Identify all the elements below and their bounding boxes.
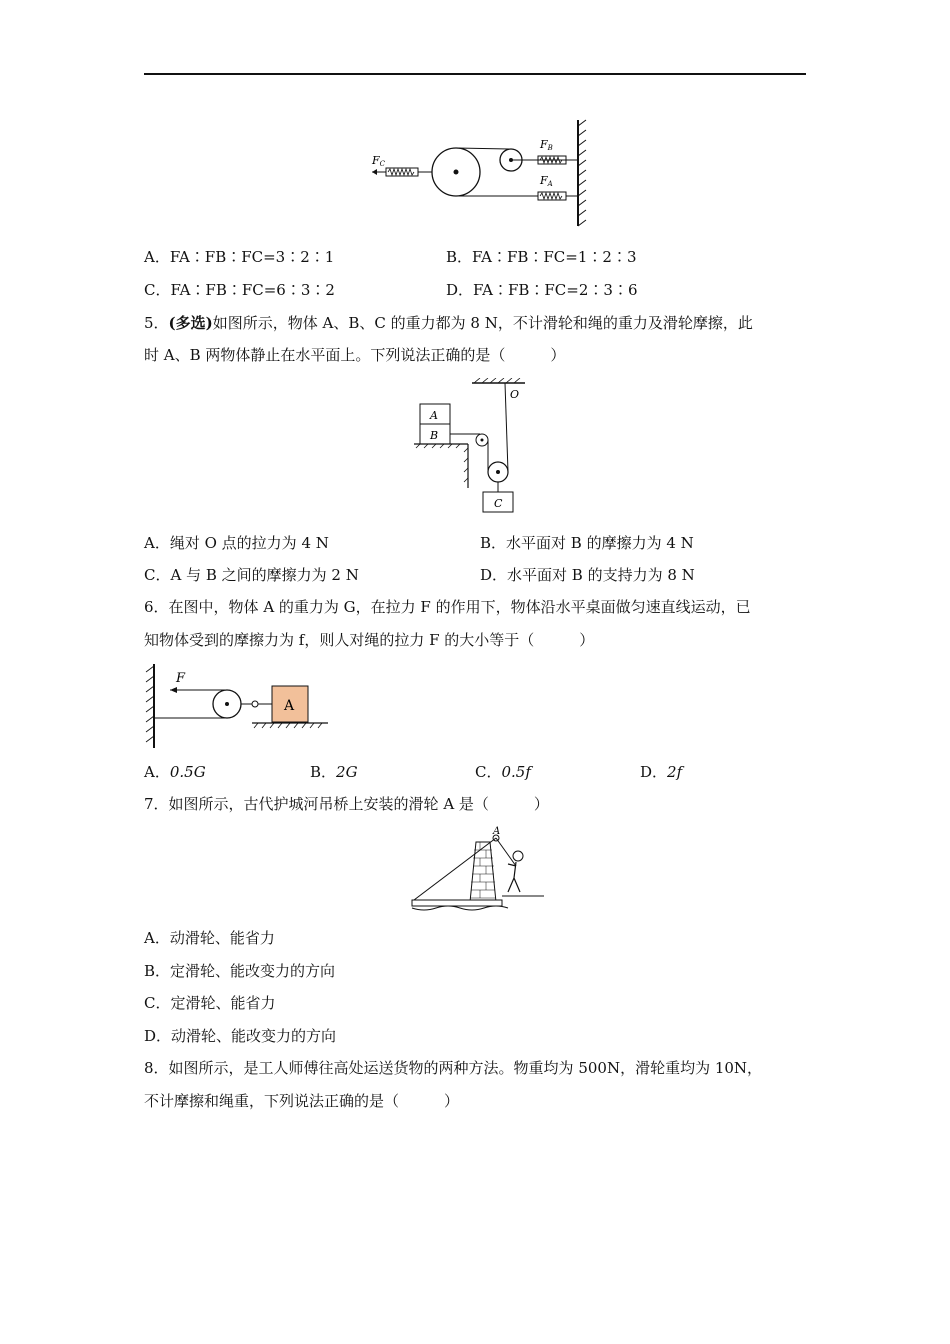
q7-option-d: D．动滑轮、能改变力的方向 — [144, 1027, 337, 1045]
q7-option-b: B．定滑轮、能改变力的方向 — [144, 962, 336, 980]
q4-option-b: B．FA∶FB∶FC=1∶2∶3 — [446, 248, 637, 266]
q6-label-a: A — [284, 698, 295, 714]
q5-label-c: C — [494, 497, 503, 510]
q7-option-c: C．定滑轮、能省力 — [144, 994, 276, 1012]
q5-label-b: B — [430, 429, 439, 442]
q4-fb-label: F — [540, 138, 548, 151]
q7-label-a: A — [493, 826, 501, 837]
q6-pulley-figure — [142, 662, 332, 750]
q4-pulley-figure — [368, 118, 588, 230]
q7-drawbridge-figure — [408, 826, 548, 914]
q6-label-f: F — [176, 671, 186, 686]
q4-fa-label: F — [540, 174, 548, 187]
q4-option-a: A．FA∶FB∶FC=3∶2∶1 — [144, 248, 335, 266]
q5-option-a: A．绳对 O 点的拉力为 4 N — [144, 534, 329, 552]
q6-option-a: A．0.5G — [144, 763, 206, 781]
q6-option-d: D．2f — [640, 763, 683, 781]
q5-stem-line2: 时 A、B 两物体静止在水平面上。下列说法正确的是（ ） — [144, 346, 566, 364]
q5-option-d: D．水平面对 B 的支持力为 8 N — [480, 566, 695, 584]
q6-option-c: C．0.5f — [475, 763, 531, 781]
q4-option-c: C．FA∶FB∶FC=6∶3∶2 — [144, 281, 335, 299]
q6-stem-line2: 知物体受到的摩擦力为 f，则人对绳的拉力 F 的大小等于（ ） — [144, 631, 595, 649]
q5-stem-line1: 5．(多选)如图所示，物体 A、B、C 的重力都为 8 N，不计滑轮和绳的重力及滑轮摩擦，此 — [144, 314, 753, 332]
header-rule — [144, 73, 806, 75]
q4-option-d: D．FA∶FB∶FC=2∶3∶6 — [446, 281, 638, 299]
svg-text:FB: FB — [540, 138, 553, 152]
q5-label-o: O — [510, 388, 520, 401]
svg-text:FA: FA — [540, 174, 553, 188]
q7-option-a: A．动滑轮、能省力 — [144, 929, 275, 947]
q8-stem-line1: 8．如图所示，是工人师傅往高处运送货物的两种方法。物重均为 500N，滑轮重均为 10N， — [144, 1059, 763, 1077]
q8-stem-line2: 不计摩擦和绳重，下列说法正确的是（ ） — [144, 1092, 460, 1110]
q5-option-c: C．A 与 B 之间的摩擦力为 2 N — [144, 566, 359, 584]
q5-option-b: B．水平面对 B 的摩擦力为 4 N — [480, 534, 694, 552]
q6-stem-line1: 6．在图中，物体 A 的重力为 G，在拉力 F 的作用下，物体沿水平桌面做匀速直线运动，已 — [144, 598, 751, 616]
q7-stem-line1: 7．如图所示，古代护城河吊桥上安装的滑轮 A 是（ ） — [144, 795, 549, 813]
q6-option-b: B．2G — [310, 763, 358, 781]
q5-label-a: A — [430, 409, 438, 422]
q5-pulley-figure — [410, 378, 540, 514]
q4-fc-label: F — [372, 154, 380, 167]
svg-text:FC: FC — [372, 154, 385, 168]
